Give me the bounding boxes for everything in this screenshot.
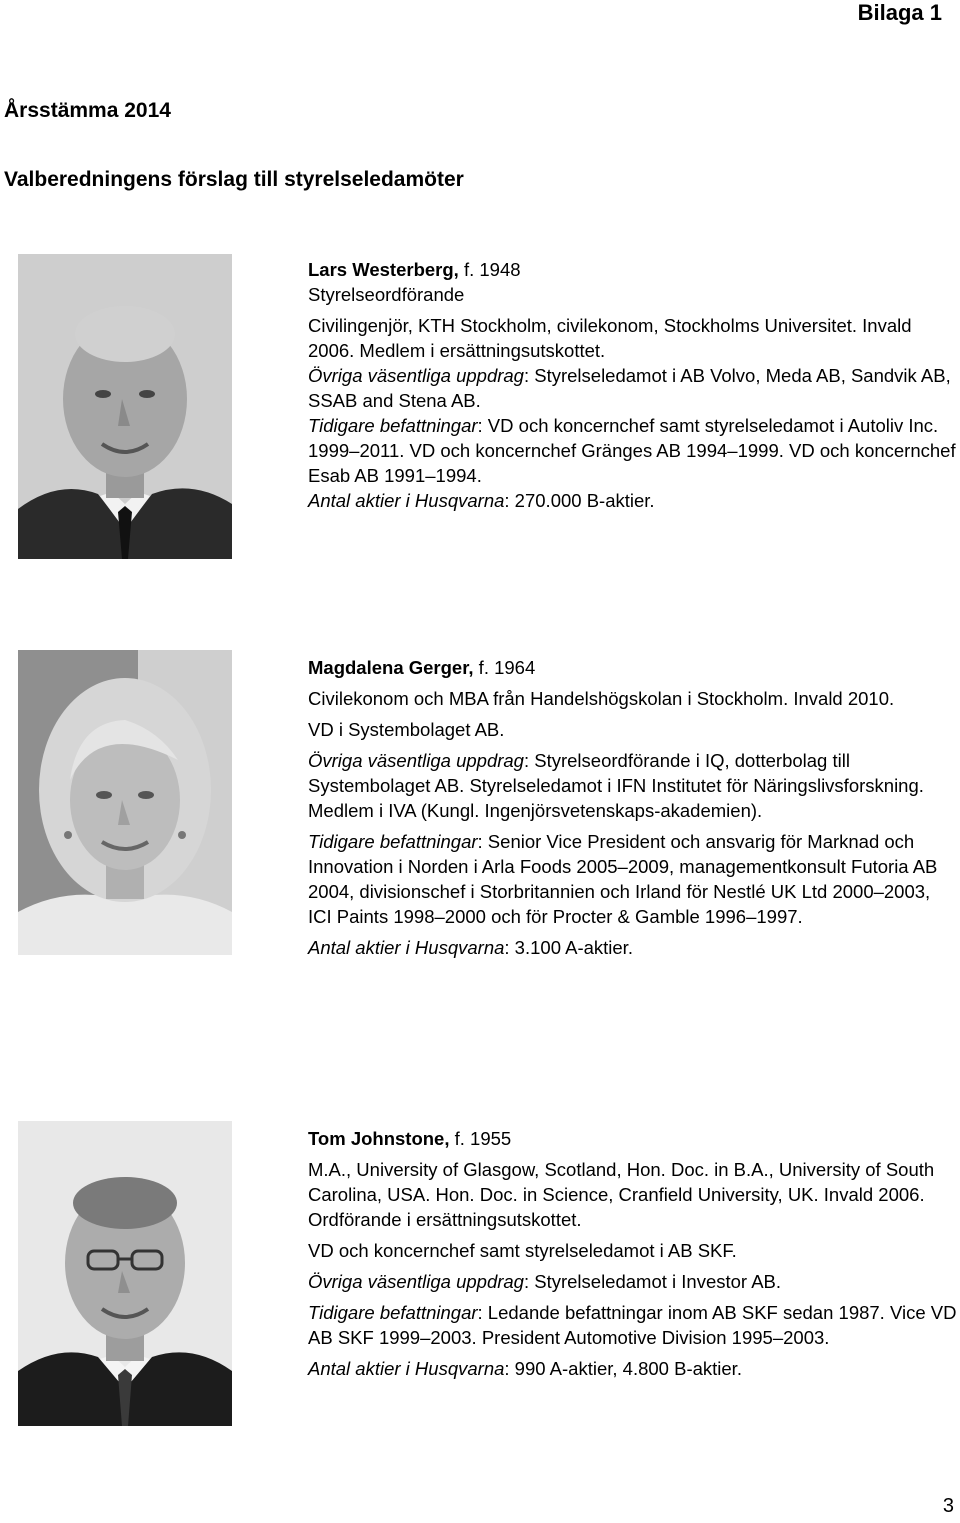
page-title: Årsstämma 2014 (4, 99, 171, 122)
other-assignments-label: Övriga väsentliga uppdrag (308, 365, 524, 386)
other-assignments-text: : Styrelseledamot i Investor AB. (523, 1271, 782, 1292)
shares-text: : 3.100 A-aktier. (504, 937, 633, 958)
member-position: VD och koncernchef samt styrelseledamot i AB SKF. (308, 1240, 737, 1261)
previous-positions-text: : VD och koncernchef samt styrelseledamot i Autoliv Inc. 1999–2011. VD och koncernchef Gränges AB 1994–1999. VD och koncernchef Esab AB 1991–1994. (308, 415, 956, 486)
portrait-lars-westerberg (18, 254, 232, 559)
portrait-tom-johnstone (18, 1121, 232, 1426)
member-bio-2 (308, 655, 958, 960)
other-assignments-label: Övriga väsentliga uppdrag (308, 1271, 524, 1292)
member-education: Civilingenjör, KTH Stockholm, civilekonom, Stockholms Universitet. Invald 2006. Medlem i ersättningsutskottet. (308, 315, 912, 361)
shares-label: Antal aktier i Husqvarna (308, 937, 505, 958)
member-name: Tom Johnstone, (308, 1128, 450, 1149)
member-born: f. 1955 (449, 1128, 512, 1149)
previous-positions-label: Tidigare befattningar (308, 1302, 478, 1323)
member-born: f. 1948 (458, 259, 521, 280)
portrait-magdalena-gerger (18, 650, 232, 955)
previous-positions-label: Tidigare befattningar (308, 831, 478, 852)
previous-positions-text: : Ledande befattningar inom AB SKF sedan 1987. Vice VD AB SKF 1999–2003. President Automotive Division 1995–2003. (308, 1302, 957, 1348)
appendix-label: Bilaga 1 (857, 0, 942, 25)
member-position: VD i Systembolaget AB. (308, 719, 505, 740)
member-education: Civilekonom och MBA från Handelshögskolan i Stockholm. Invald 2010. (308, 688, 895, 709)
shares-label: Antal aktier i Husqvarna (308, 1358, 505, 1379)
shares-text: : 990 A-aktier, 4.800 B-aktier. (504, 1358, 742, 1379)
previous-positions-label: Tidigare befattningar (308, 415, 478, 436)
member-bio-1 (308, 257, 958, 513)
member-name: Lars Westerberg, (308, 259, 459, 280)
member-name: Magdalena Gerger, (308, 657, 474, 678)
member-born: f. 1964 (473, 657, 536, 678)
previous-positions-text: : Senior Vice President och ansvarig för Marknad och Innovation i Norden i Arla Foods 2005–2009, managementkonsult Futoria AB 2004, divisionschef i Storbritannien och Irland för Nestlé UK Ltd 2000–2003, ICI Paints 1998–2000 och för Procter & Gamble 1996–1997. (308, 831, 938, 927)
page-number: 3 (942, 1495, 954, 1517)
shares-text: : 270.000 B-aktier. (504, 490, 655, 511)
member-education: M.A., University of Glasgow, Scotland, Hon. Doc. in B.A., University of South Carolina, USA. Hon. Doc. in Science, Cranfield University, UK. Invald 2006. Ordförande i ersättningsutskottet. (308, 1159, 935, 1230)
member-role: Styrelseordförande (308, 284, 465, 305)
member-bio-3 (308, 1126, 958, 1381)
other-assignments-label: Övriga väsentliga uppdrag (308, 750, 524, 771)
other-assignments-text: : Styrelseledamot i AB Volvo, Meda AB, Sandvik AB, SSAB and Stena AB. (308, 365, 951, 411)
other-assignments-text: : Styrelseordförande i IQ, dotterbolag till Systembolaget AB. Styrelseledamot i IFN Institutet för Näringslivsforskning. Medlem i IVA (Kungl. Ingenjörsvetenskaps-akademien). (308, 750, 924, 821)
page-subtitle: Valberedningens förslag till styrelseledamöter (4, 168, 464, 191)
shares-label: Antal aktier i Husqvarna (308, 490, 505, 511)
